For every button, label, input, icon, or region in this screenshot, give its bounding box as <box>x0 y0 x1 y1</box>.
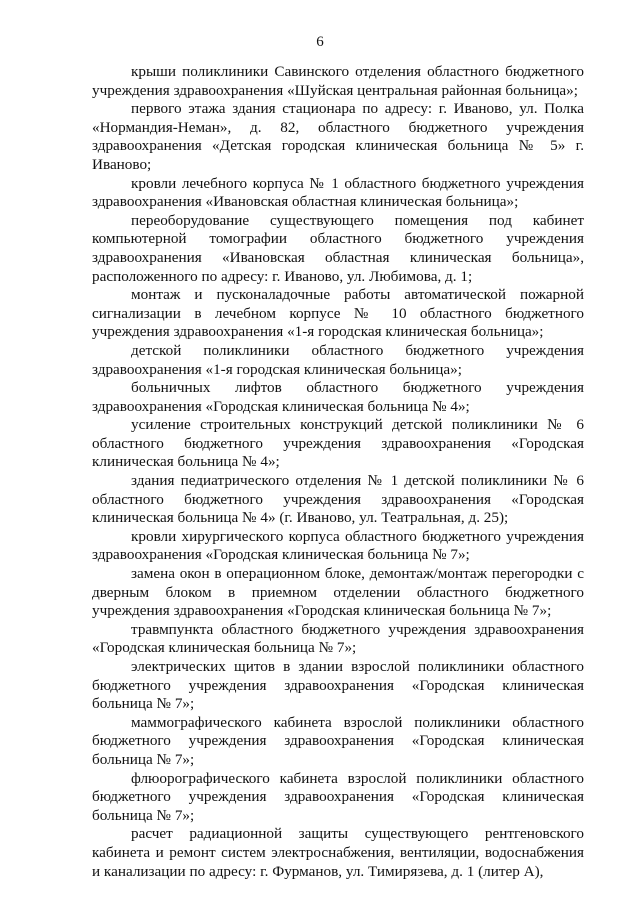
paragraph: маммографического кабинета взрослой поликлиники областного бюджетного учреждения здравоохранения «Городская клиническая больница № 7»; <box>92 713 584 768</box>
body-text <box>92 63 584 881</box>
paragraph: флюорографического кабинета взрослой поликлиники областного бюджетного учреждения здравоохранения «Городская клиническая больница № 7»; <box>92 769 584 824</box>
paragraph: детской поликлиники областного бюджетного учреждения здравоохранения «1-я городская клиническая больница»; <box>92 341 584 378</box>
paragraph: монтаж и пусконаладочные работы автоматической пожарной сигнализации в лечебном корпусе № 10 областного бюджетного учреждения здравоохранения «1-я городская клиническая больница»; <box>92 286 584 341</box>
paragraph: электрических щитов в здании взрослой поликлиники областного бюджетного учреждения здравоохранения «Городская клиническая больница № 7»; <box>92 658 584 713</box>
paragraph: первого этажа здания стационара по адресу: г. Иваново, ул. Полка «Нормандия-Неман», д. 82, областного бюджетного учреждения здравоохранения «Детская городская клиническая больница № 5» г. Иваново; <box>92 100 584 173</box>
paragraph: замена окон в операционном блоке, демонтаж/монтаж перегородки с дверным блоком в приемном отделении областного бюджетного учреждения здравоохранения «Городская клиническая больница № 7»; <box>92 565 584 620</box>
page-number: 6 <box>316 34 324 50</box>
paragraph: крыши поликлиники Савинского отделения областного бюджетного учреждения здравоохранения «Шуйская центральная районная больница»; <box>92 63 584 99</box>
paragraph: травмпункта областного бюджетного учреждения здравоохранения «Городская клиническая больница № 7»; <box>92 620 584 657</box>
paragraph: переоборудование существующего помещения под кабинет компьютерной томографии областного бюджетного учреждения здравоохранения «Ивановская областная клиническая больница», расположенного по адресу: г. Иваново, ул. Любимова, д. 1; <box>92 211 584 285</box>
paragraph: усиление строительных конструкций детской поликлиники № 6 областного бюджетного учреждения здравоохранения «Городская клиническая больница № 4»; <box>92 416 584 471</box>
paragraph: расчет радиационной защиты существующего рентгеновского кабинета и ремонт систем электроснабжения, вентиляции, водоснабжения и канализации по адресу: г. Фурманов, ул. Тимирязева, д. 1 (литер А), <box>92 825 584 880</box>
paragraph: кровли лечебного корпуса № 1 областного бюджетного учреждения здравоохранения «Ивановская областная клиническая больница»; <box>92 174 584 211</box>
paragraph: больничных лифтов областного бюджетного учреждения здравоохранения «Городская клиническая больница № 4»; <box>92 379 584 415</box>
paragraph: здания педиатрического отделения № 1 детской поликлиники № 6 областного бюджетного учреждения здравоохранения «Городская клиническая больница № 4» (г. Иваново, ул. Театральная, д. 25); <box>92 472 584 527</box>
paragraph: кровли хирургического корпуса областного бюджетного учреждения здравоохранения «Городская клиническая больница № 7»; <box>92 527 584 564</box>
